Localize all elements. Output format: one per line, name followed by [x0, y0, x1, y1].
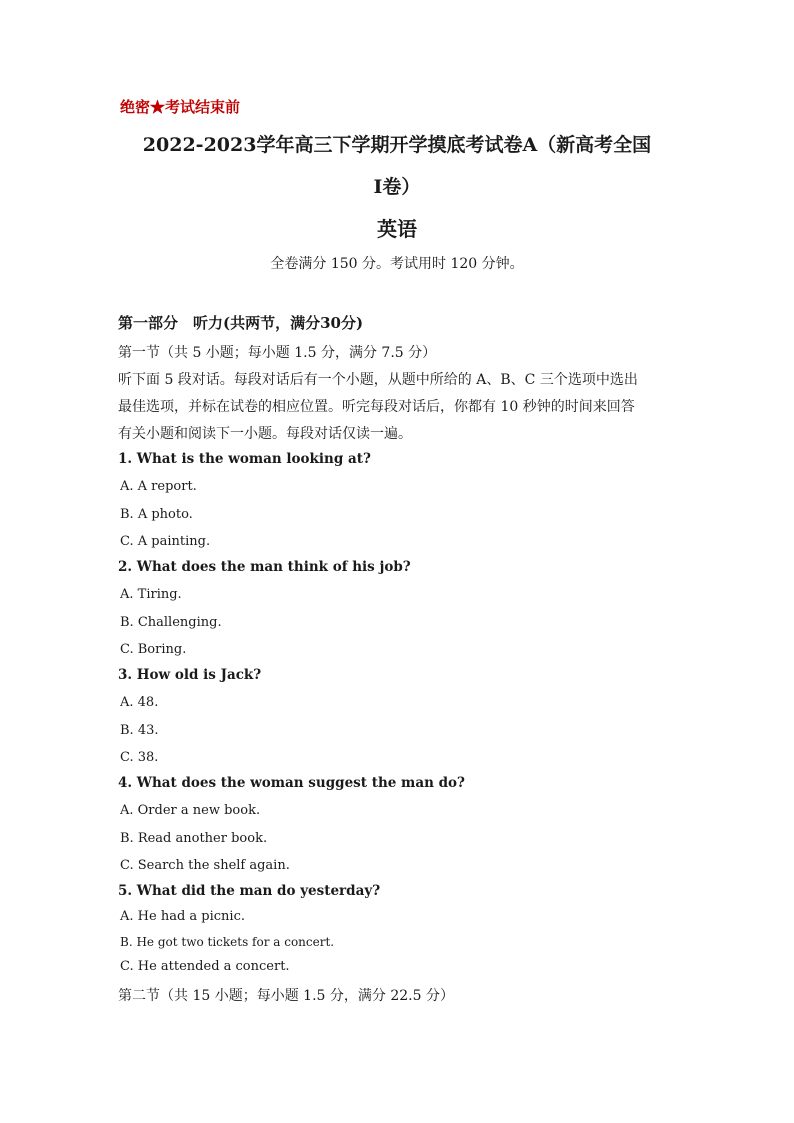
answer-option: C. He attended a concert. — [120, 959, 290, 974]
instruction-line: 最佳选项，并标在试卷的相应位置。听完每段对话后，你都有 10 秒钟的时间来回答 — [118, 399, 635, 415]
answer-option: B. Read another book. — [120, 831, 268, 846]
answer-option: A. 48. — [120, 695, 159, 710]
section1-heading: 第一节（共 5 小题；每小题 1.5 分，满分 7.5 分） — [118, 345, 437, 361]
section2-heading: 第二节（共 15 小题；每小题 1.5 分，满分 22.5 分） — [118, 988, 454, 1004]
subject-title: 英语 — [377, 217, 417, 241]
question-stem: 1. What is the woman looking at? — [118, 451, 371, 467]
question-stem: 3. How old is Jack? — [118, 667, 262, 683]
part-heading: 第一部分 听力(共两节，满分30分) — [118, 314, 364, 332]
answer-option: B. He got two tickets for a concert. — [120, 935, 335, 949]
answer-option: C. Boring. — [120, 642, 187, 657]
exam-title-line1: 2022-2023学年高三下学期开学摸底考试卷A（新高考全国 — [142, 134, 652, 156]
answer-option: C. Search the shelf again. — [120, 858, 290, 873]
exam-info: 全卷满分 150 分。考试用时 120 分钟。 — [270, 256, 524, 272]
confidential-label: 绝密★考试结束前 — [120, 98, 241, 116]
exam-title-line2: I卷） — [373, 176, 421, 198]
answer-option: C. 38. — [120, 750, 159, 765]
answer-option: C. A painting. — [120, 534, 211, 549]
question-stem: 4. What does the woman suggest the man do? — [118, 775, 465, 791]
answer-option: B. 43. — [120, 723, 159, 738]
answer-option: A. A report. — [120, 479, 197, 494]
answer-option: A. Tiring. — [120, 587, 182, 602]
question-stem: 5. What did the man do yesterday? — [118, 883, 381, 899]
answer-option: B. Challenging. — [120, 615, 222, 630]
answer-option: A. He had a picnic. — [120, 909, 245, 924]
instruction-line: 听下面 5 段对话。每段对话后有一个小题，从题中所给的 A、B、C 三个选项中选出 — [118, 372, 638, 388]
question-stem: 2. What does the man think of his job? — [118, 559, 411, 575]
answer-option: A. Order a new book. — [120, 803, 261, 818]
answer-option: B. A photo. — [120, 507, 193, 522]
instruction-line: 有关小题和阅读下一小题。每段对话仅读一遍。 — [118, 426, 412, 442]
